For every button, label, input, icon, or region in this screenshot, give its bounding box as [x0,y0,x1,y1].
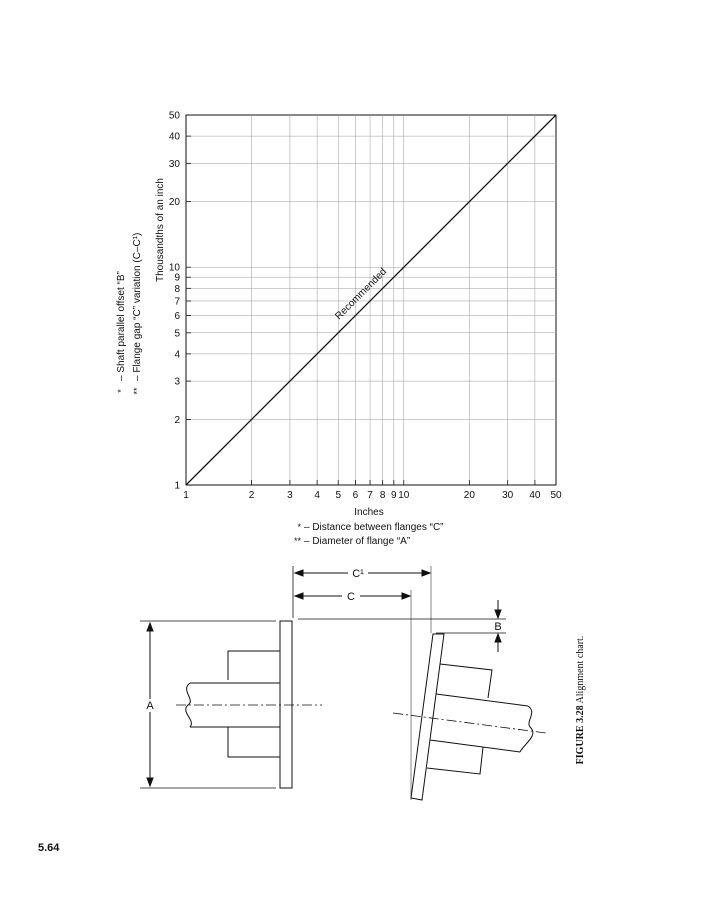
series-layer [186,115,556,485]
right-shaft-top [436,694,528,706]
x-tick-label: 4 [314,490,320,501]
x-tick-label: 9 [391,490,397,501]
right-flange [411,634,444,800]
x-tick-label: 2 [248,490,255,501]
caption-text: Alignment chart. [575,635,586,704]
y-tick-label: 1 [174,480,180,492]
label-b: B [494,621,502,633]
y-axis-tick-labels [169,111,191,492]
x-tick-label: 1 [183,490,189,501]
right-centerline [393,713,546,733]
y-legend-line-1 [116,271,127,393]
page-number: 5.64 [38,842,60,854]
y-legend-mark-1: * [116,389,126,393]
y-axis-label-group [155,178,166,282]
label-c: C [347,591,355,603]
y-legend-line-2 [132,233,143,395]
x-tick-label: 40 [529,490,541,501]
x-axis-tick-labels [183,480,562,501]
y-tick-label: 40 [168,131,180,143]
y-legend-text-1: – Shaft parallel offset “B” [116,271,127,381]
y-tick-label: 9 [174,272,180,284]
right-shaft-break [520,706,533,752]
x-tick-label: 30 [502,490,514,501]
x-tick-label: 6 [352,490,359,501]
y-tick-label: 8 [174,283,180,295]
y-tick-label: 2 [174,414,180,426]
left-hub-top [228,651,280,680]
label-c1: C¹ [352,568,364,580]
x-legend-mark-1: * [297,522,301,532]
right-coupling [393,634,546,800]
y-tick-label: 20 [168,197,180,209]
y-tick-label: 5 [174,328,180,340]
alignment-diagram [140,566,546,800]
y-tick-label: 6 [174,311,180,323]
y-tick-label: 4 [174,349,180,361]
y-tick-label: 3 [174,376,180,388]
y-legend-text-2: – Flange gap “C” variation (C–C¹) [132,232,143,381]
caption-figure-number: FIGURE 3.28 [575,705,586,765]
label-a: A [146,700,154,712]
x-legend-text-2: – Diameter of flange “A” [304,536,411,547]
series-line-recommended [186,115,556,485]
svg-text:FIGURE 3.28 Alignment chart. [575,636,586,765]
figure-caption [575,636,586,765]
x-tick-label: 10 [398,490,410,501]
y-tick-label: 30 [168,158,180,170]
y-tick-label: 10 [168,262,180,274]
right-hub-bottom [427,747,483,774]
right-hub-top [440,664,492,698]
left-hub-bottom [228,727,280,757]
y-tick-label: 7 [174,296,180,308]
x-tick-label: 7 [367,490,373,501]
x-axis-label: Inches [354,507,384,518]
x-tick-label: 3 [287,490,293,501]
y-axis-label: Thousandths of an inch [155,178,166,282]
left-flange [280,621,292,788]
x-tick-label: 20 [463,490,475,501]
x-tick-label: 8 [379,490,386,501]
right-shaft-bottom [430,740,520,752]
recommended-label: Recommended [333,266,390,323]
x-tick-label: 50 [550,490,562,501]
x-legend-mark-2: ** [293,536,301,546]
y-legend-mark-2: ** [132,387,142,395]
x-tick-label: 5 [335,490,342,501]
left-coupling [176,621,322,788]
y-tick-label: 50 [168,110,180,122]
alignment-chart [116,111,562,548]
x-legend-text-1: – Distance between flanges “C” [304,522,444,533]
